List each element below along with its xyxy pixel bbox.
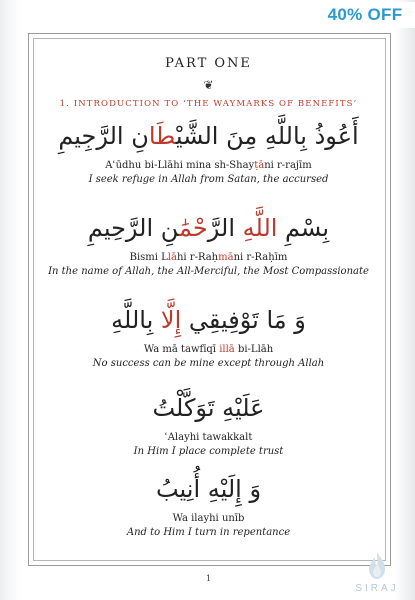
watermark-logo — [347, 538, 407, 594]
transliteration: Wa ilayhi unīb — [172, 513, 245, 524]
transliteration: Wa mā tawfīqī illā bi-Llāh — [143, 344, 274, 355]
page-number: 1 — [205, 574, 212, 583]
discount-badge[interactable]: 40% OFF — [315, 2, 415, 28]
arabic-text: أَعُوذُ بِاللَّهِ مِنَ الشَّيْطَانِ الرَّجِيمِ — [58, 122, 359, 150]
arabic-text: وَ مَا تَوْفِيقِي إِلَّا بِاللَّهِ — [111, 306, 306, 334]
section-title-lead: INTRODUCTION TO — [73, 99, 184, 109]
supplication-block — [33, 122, 384, 185]
transliteration: Aʿūdhu bi-Llāhi mina sh-Shayṭāni r-rajīm — [105, 160, 312, 171]
translation: And to Him I turn in repentance — [126, 527, 291, 538]
translation: In the name of Allah, the All-Merciful, the Most Compassionate — [48, 266, 369, 277]
supplication-block — [33, 214, 384, 277]
supplication-block — [33, 394, 384, 457]
section-title-quoted: ‘THE WAYMARKS OF BENEFITS’ — [183, 99, 358, 109]
arabic-text: وَ إِلَيْهِ أُنِيبُ — [155, 475, 262, 503]
supplication-block — [33, 306, 384, 369]
transliteration: ʿAlayhi tawakkalt — [164, 432, 253, 443]
translation: No success can be mine except through Allah — [92, 358, 325, 369]
part-title: PART ONE — [165, 56, 252, 71]
arabic-text: بِسْمِ اللَّهِ الرَّحْمَٰنِ الرَّحِيمِ — [87, 214, 330, 242]
transliteration: Bismi Llāhi r-Raḥmāni r-Raḥīm — [129, 252, 288, 263]
translation: I seek refuge in Allah from Satan, the accursed — [88, 174, 329, 185]
section-heading — [33, 99, 384, 109]
arabic-text: عَلَيْهِ تَوَكَّلْتُ — [152, 394, 265, 422]
supplication-block — [33, 475, 384, 538]
fleuron-ornament: ❦ — [203, 78, 214, 92]
watermark-text: SIRAJ — [355, 583, 399, 594]
section-number: 1. — [59, 99, 70, 109]
translation: In Him I place complete trust — [133, 446, 284, 457]
flame-icon — [364, 551, 390, 581]
